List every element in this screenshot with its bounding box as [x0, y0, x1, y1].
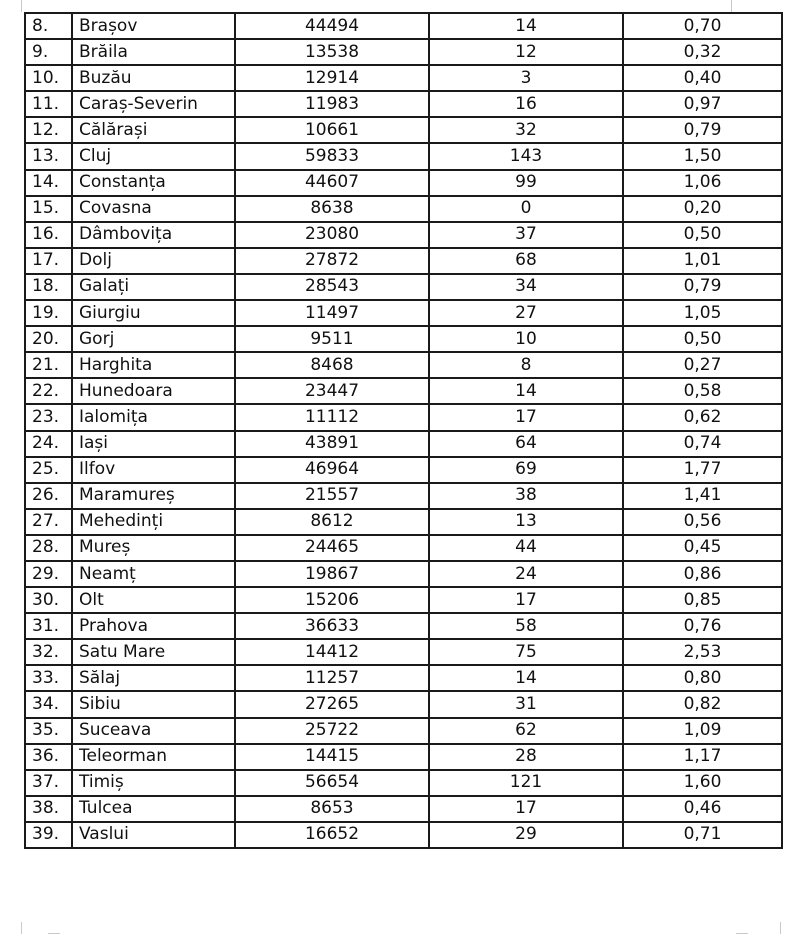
value-b-cell: 3	[429, 65, 623, 91]
ratio-cell: 0,70	[623, 13, 782, 39]
value-a-cell: 11112	[235, 404, 429, 430]
table-row	[25, 744, 782, 770]
value-a-cell: 8468	[235, 352, 429, 378]
value-b-cell: 37	[429, 222, 623, 248]
table-row	[25, 170, 782, 196]
row-number-cell: 13.	[25, 143, 72, 169]
ratio-cell: 0,46	[623, 796, 782, 822]
value-b-cell: 75	[429, 639, 623, 665]
value-a-cell: 56654	[235, 770, 429, 796]
ratio-cell: 0,71	[623, 822, 782, 848]
value-a-cell: 13538	[235, 39, 429, 65]
table-row	[25, 535, 782, 561]
row-number-cell: 17.	[25, 248, 72, 274]
county-name-cell: Maramureș	[72, 483, 235, 509]
table-row	[25, 639, 782, 665]
county-name-cell: Galați	[72, 274, 235, 300]
value-a-cell: 8612	[235, 509, 429, 535]
value-a-cell: 10661	[235, 117, 429, 143]
value-a-cell: 15206	[235, 587, 429, 613]
ratio-cell: 0,62	[623, 404, 782, 430]
table-row	[25, 718, 782, 744]
county-name-cell: Prahova	[72, 613, 235, 639]
crop-mark	[21, 922, 22, 934]
county-name-cell: Sălaj	[72, 665, 235, 691]
value-a-cell: 23447	[235, 378, 429, 404]
county-name-cell: Dolj	[72, 248, 235, 274]
value-b-cell: 143	[429, 143, 623, 169]
ratio-cell: 1,09	[623, 718, 782, 744]
ratio-cell: 0,40	[623, 65, 782, 91]
county-name-cell: Tulcea	[72, 796, 235, 822]
row-number-cell: 34.	[25, 691, 72, 717]
ratio-cell: 0,79	[623, 274, 782, 300]
ratio-cell: 0,86	[623, 561, 782, 587]
row-number-cell: 24.	[25, 431, 72, 457]
ratio-cell: 0,76	[623, 613, 782, 639]
row-number-cell: 18.	[25, 274, 72, 300]
county-name-cell: Buzău	[72, 65, 235, 91]
value-b-cell: 10	[429, 326, 623, 352]
row-number-cell: 29.	[25, 561, 72, 587]
value-b-cell: 31	[429, 691, 623, 717]
ratio-cell: 0,58	[623, 378, 782, 404]
ratio-cell: 1,41	[623, 483, 782, 509]
table-row	[25, 13, 782, 39]
value-b-cell: 24	[429, 561, 623, 587]
ratio-cell: 0,45	[623, 535, 782, 561]
county-name-cell: Caraș-Severin	[72, 91, 235, 117]
table-row	[25, 378, 782, 404]
value-b-cell: 12	[429, 39, 623, 65]
ratio-cell: 0,56	[623, 509, 782, 535]
value-b-cell: 13	[429, 509, 623, 535]
table-row	[25, 561, 782, 587]
value-b-cell: 44	[429, 535, 623, 561]
row-number-cell: 15.	[25, 196, 72, 222]
row-number-cell: 14.	[25, 170, 72, 196]
row-number-cell: 23.	[25, 404, 72, 430]
row-number-cell: 37.	[25, 770, 72, 796]
table-row	[25, 587, 782, 613]
value-a-cell: 25722	[235, 718, 429, 744]
table-row	[25, 326, 782, 352]
row-number-cell: 12.	[25, 117, 72, 143]
value-b-cell: 69	[429, 457, 623, 483]
row-number-cell: 20.	[25, 326, 72, 352]
table-row	[25, 222, 782, 248]
value-b-cell: 29	[429, 822, 623, 848]
ratio-cell: 1,06	[623, 170, 782, 196]
value-b-cell: 64	[429, 431, 623, 457]
value-a-cell: 8638	[235, 196, 429, 222]
row-number-cell: 25.	[25, 457, 72, 483]
value-a-cell: 16652	[235, 822, 429, 848]
row-number-cell: 11.	[25, 91, 72, 117]
table-row	[25, 91, 782, 117]
value-b-cell: 17	[429, 404, 623, 430]
value-a-cell: 21557	[235, 483, 429, 509]
ratio-cell: 0,50	[623, 222, 782, 248]
value-a-cell: 14415	[235, 744, 429, 770]
row-number-cell: 28.	[25, 535, 72, 561]
row-number-cell: 9.	[25, 39, 72, 65]
ratio-cell: 0,85	[623, 587, 782, 613]
value-a-cell: 44607	[235, 170, 429, 196]
value-b-cell: 27	[429, 300, 623, 326]
table-row	[25, 404, 782, 430]
ratio-cell: 1,77	[623, 457, 782, 483]
value-b-cell: 16	[429, 91, 623, 117]
county-name-cell: Teleorman	[72, 744, 235, 770]
ratio-cell: 0,80	[623, 665, 782, 691]
table-row	[25, 274, 782, 300]
table-row	[25, 117, 782, 143]
row-number-cell: 30.	[25, 587, 72, 613]
value-a-cell: 27265	[235, 691, 429, 717]
table-row	[25, 665, 782, 691]
row-number-cell: 27.	[25, 509, 72, 535]
value-a-cell: 36633	[235, 613, 429, 639]
value-b-cell: 28	[429, 744, 623, 770]
value-b-cell: 0	[429, 196, 623, 222]
value-a-cell: 23080	[235, 222, 429, 248]
value-a-cell: 9511	[235, 326, 429, 352]
county-name-cell: Suceava	[72, 718, 235, 744]
ratio-cell: 0,20	[623, 196, 782, 222]
row-number-cell: 26.	[25, 483, 72, 509]
ratio-cell: 0,82	[623, 691, 782, 717]
value-b-cell: 68	[429, 248, 623, 274]
row-number-cell: 31.	[25, 613, 72, 639]
value-a-cell: 43891	[235, 431, 429, 457]
value-b-cell: 17	[429, 796, 623, 822]
ratio-cell: 0,32	[623, 39, 782, 65]
crop-mark	[731, 0, 732, 12]
ratio-cell: 0,27	[623, 352, 782, 378]
row-number-cell: 32.	[25, 639, 72, 665]
county-name-cell: Constanța	[72, 170, 235, 196]
county-name-cell: Ilfov	[72, 457, 235, 483]
county-name-cell: Brașov	[72, 13, 235, 39]
county-name-cell: Harghita	[72, 352, 235, 378]
crop-mark	[21, 0, 22, 12]
county-name-cell: Neamț	[72, 561, 235, 587]
table-row	[25, 300, 782, 326]
county-name-cell: Olt	[72, 587, 235, 613]
value-b-cell: 34	[429, 274, 623, 300]
value-a-cell: 8653	[235, 796, 429, 822]
table-row	[25, 457, 782, 483]
ratio-cell: 0,97	[623, 91, 782, 117]
table-row	[25, 39, 782, 65]
row-number-cell: 16.	[25, 222, 72, 248]
row-number-cell: 36.	[25, 744, 72, 770]
row-number-cell: 38.	[25, 796, 72, 822]
value-b-cell: 14	[429, 13, 623, 39]
value-a-cell: 11257	[235, 665, 429, 691]
ratio-cell: 0,50	[623, 326, 782, 352]
table-row	[25, 248, 782, 274]
value-a-cell: 11983	[235, 91, 429, 117]
crop-mark	[736, 933, 748, 934]
row-number-cell: 35.	[25, 718, 72, 744]
table-row	[25, 613, 782, 639]
county-name-cell: Brăila	[72, 39, 235, 65]
table-row	[25, 770, 782, 796]
county-name-cell: Covasna	[72, 196, 235, 222]
row-number-cell: 21.	[25, 352, 72, 378]
value-a-cell: 12914	[235, 65, 429, 91]
table-row	[25, 143, 782, 169]
county-name-cell: Mureș	[72, 535, 235, 561]
ratio-cell: 1,01	[623, 248, 782, 274]
county-name-cell: Timiș	[72, 770, 235, 796]
value-a-cell: 28543	[235, 274, 429, 300]
table-row	[25, 509, 782, 535]
value-a-cell: 46964	[235, 457, 429, 483]
value-b-cell: 8	[429, 352, 623, 378]
value-b-cell: 17	[429, 587, 623, 613]
crop-mark	[48, 933, 60, 934]
value-a-cell: 59833	[235, 143, 429, 169]
row-number-cell: 33.	[25, 665, 72, 691]
value-a-cell: 19867	[235, 561, 429, 587]
value-b-cell: 14	[429, 378, 623, 404]
table-row	[25, 352, 782, 378]
county-name-cell: Giurgiu	[72, 300, 235, 326]
ratio-cell: 1,50	[623, 143, 782, 169]
county-name-cell: Călărași	[72, 117, 235, 143]
county-name-cell: Hunedoara	[72, 378, 235, 404]
ratio-cell: 1,05	[623, 300, 782, 326]
county-data-table	[24, 12, 783, 849]
row-number-cell: 8.	[25, 13, 72, 39]
value-a-cell: 27872	[235, 248, 429, 274]
row-number-cell: 22.	[25, 378, 72, 404]
value-b-cell: 32	[429, 117, 623, 143]
table-row	[25, 822, 782, 848]
ratio-cell: 1,17	[623, 744, 782, 770]
table-row	[25, 65, 782, 91]
value-a-cell: 44494	[235, 13, 429, 39]
value-b-cell: 38	[429, 483, 623, 509]
county-name-cell: Mehedinți	[72, 509, 235, 535]
table-row	[25, 796, 782, 822]
county-name-cell: Cluj	[72, 143, 235, 169]
table-row	[25, 483, 782, 509]
county-name-cell: Ialomița	[72, 404, 235, 430]
value-a-cell: 24465	[235, 535, 429, 561]
value-b-cell: 62	[429, 718, 623, 744]
value-b-cell: 99	[429, 170, 623, 196]
county-name-cell: Gorj	[72, 326, 235, 352]
table-row	[25, 691, 782, 717]
value-a-cell: 11497	[235, 300, 429, 326]
table-row	[25, 196, 782, 222]
row-number-cell: 39.	[25, 822, 72, 848]
ratio-cell: 1,60	[623, 770, 782, 796]
crop-mark	[780, 922, 781, 934]
table-row	[25, 431, 782, 457]
county-name-cell: Iași	[72, 431, 235, 457]
row-number-cell: 10.	[25, 65, 72, 91]
value-a-cell: 14412	[235, 639, 429, 665]
value-b-cell: 14	[429, 665, 623, 691]
ratio-cell: 0,79	[623, 117, 782, 143]
value-b-cell: 121	[429, 770, 623, 796]
row-number-cell: 19.	[25, 300, 72, 326]
county-name-cell: Satu Mare	[72, 639, 235, 665]
ratio-cell: 0,74	[623, 431, 782, 457]
value-b-cell: 58	[429, 613, 623, 639]
county-name-cell: Sibiu	[72, 691, 235, 717]
county-name-cell: Vaslui	[72, 822, 235, 848]
county-name-cell: Dâmbovița	[72, 222, 235, 248]
table-body	[25, 13, 782, 848]
ratio-cell: 2,53	[623, 639, 782, 665]
